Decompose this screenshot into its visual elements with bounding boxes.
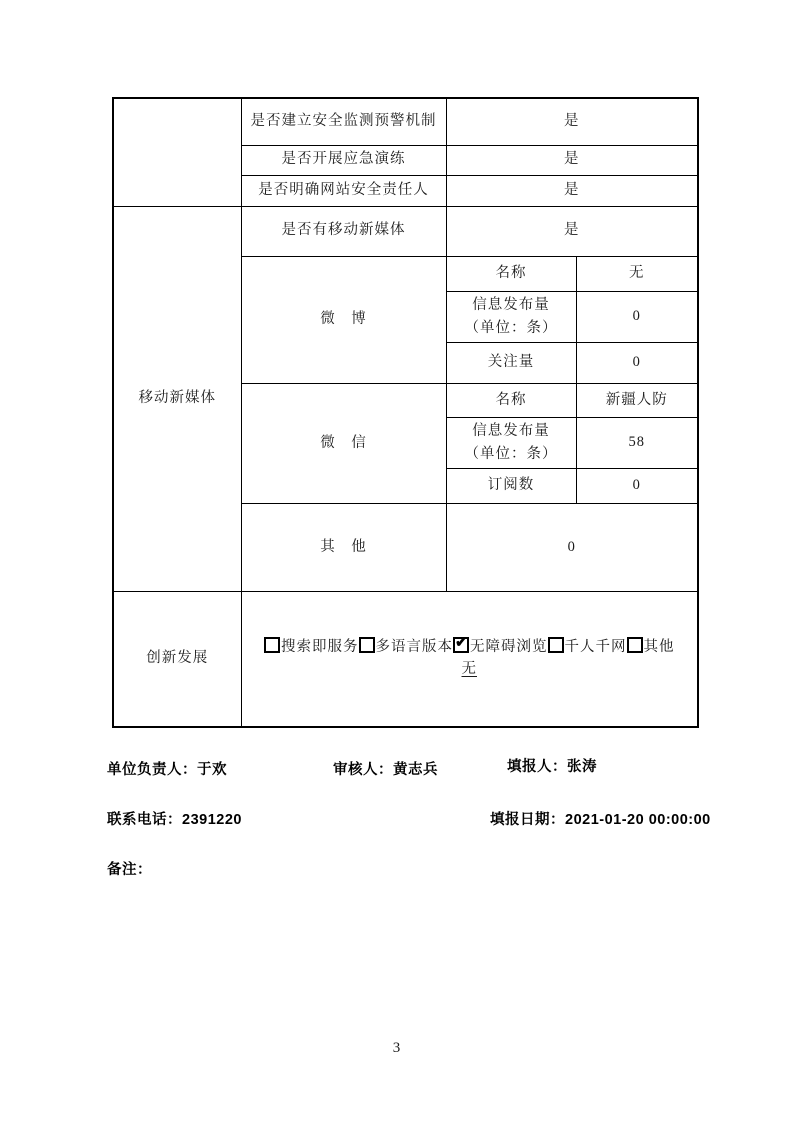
cell-value-warning-mechanism: 是	[446, 98, 698, 145]
table-row	[113, 98, 698, 145]
footer-reviewer	[333, 758, 438, 779]
footer-remark-label: 备注：	[107, 862, 152, 878]
footer-reviewer-label: 审核人：	[333, 762, 393, 778]
cell-value-weibo-posts: 0	[576, 291, 698, 342]
cell-value-emergency-drill: 是	[446, 145, 698, 175]
cell-key-weibo-name: 名称	[446, 256, 576, 291]
cell-label-warning-mechanism: 是否建立安全监测预警机制	[241, 98, 446, 145]
cell-value-wechat-name: 新疆人防	[576, 383, 698, 417]
footer-reviewer-value: 黄志兵	[393, 762, 438, 778]
cell-label-weibo: 微 博	[241, 256, 446, 383]
cell-value-weibo-name: 无	[576, 256, 698, 291]
option-accessibility-label: 无障碍浏览	[470, 639, 548, 656]
cell-value-weibo-followers: 0	[576, 342, 698, 383]
weibo-posts-key-line1: 信息发布量	[472, 296, 550, 313]
footer-responsible-label: 单位负责人：	[107, 762, 197, 778]
cell-value-security-responsible: 是	[446, 175, 698, 206]
cell-section-blank	[113, 98, 241, 206]
innovation-other-value: 无	[461, 661, 477, 677]
footer-filler	[507, 755, 597, 776]
cell-innovation-content	[241, 592, 698, 727]
innovation-other-line	[250, 659, 690, 681]
cell-key-weibo-posts	[446, 291, 576, 342]
cell-label-has-mobile-media: 是否有移动新媒体	[241, 206, 446, 256]
cell-label-wechat: 微 信	[241, 383, 446, 503]
footer-phone-value: 2391220	[182, 812, 242, 828]
cell-section-mobile-media: 移动新媒体	[113, 206, 241, 592]
cell-value-wechat-posts: 58	[576, 417, 698, 468]
innovation-options-line	[250, 637, 690, 659]
cell-label-emergency-drill: 是否开展应急演练	[241, 145, 446, 175]
footer-date	[490, 808, 711, 829]
cell-key-wechat-posts	[446, 417, 576, 468]
footer-remark	[107, 858, 152, 879]
cell-label-security-responsible: 是否明确网站安全责任人	[241, 175, 446, 206]
report-table	[112, 97, 699, 728]
checkbox-search-service-icon	[264, 637, 280, 653]
cell-value-other-media: 0	[446, 504, 698, 592]
option-multilanguage-label: 多语言版本	[375, 639, 453, 656]
footer-date-label: 填报日期：	[490, 812, 565, 828]
option-qianren-qianwang-label: 千人千网	[564, 639, 627, 656]
table-row	[113, 206, 698, 256]
footer-filler-label: 填报人：	[507, 759, 567, 775]
checkbox-multilanguage-icon	[359, 637, 375, 653]
page-number: 3	[392, 1040, 401, 1056]
cell-key-wechat-subscribers: 订阅数	[446, 469, 576, 504]
footer-phone-label: 联系电话：	[107, 812, 182, 828]
cell-value-wechat-subscribers: 0	[576, 469, 698, 504]
footer-date-value: 2021-01-20 00:00:00	[565, 812, 711, 828]
footer-responsible-value: 于欢	[197, 762, 227, 778]
cell-key-weibo-followers: 关注量	[446, 342, 576, 383]
wechat-posts-key-line2: （单位：条）	[464, 446, 558, 463]
checkbox-accessibility-icon	[453, 637, 469, 653]
cell-section-innovation: 创新发展	[113, 592, 241, 727]
cell-value-has-mobile-media: 是	[446, 206, 698, 256]
checkbox-other-icon	[627, 637, 643, 653]
option-other-label: 其他	[643, 639, 675, 656]
wechat-posts-key-line1: 信息发布量	[472, 422, 550, 439]
weibo-posts-key-line2: （单位：条）	[464, 319, 558, 336]
cell-key-wechat-name: 名称	[446, 383, 576, 417]
table-row	[113, 592, 698, 727]
footer-filler-value: 张涛	[567, 759, 597, 775]
option-search-service-label: 搜索即服务	[281, 639, 359, 656]
cell-label-other-media: 其 他	[241, 504, 446, 592]
footer-responsible	[107, 758, 227, 779]
checkbox-qianren-qianwang-icon	[548, 637, 564, 653]
footer-phone	[107, 808, 242, 829]
